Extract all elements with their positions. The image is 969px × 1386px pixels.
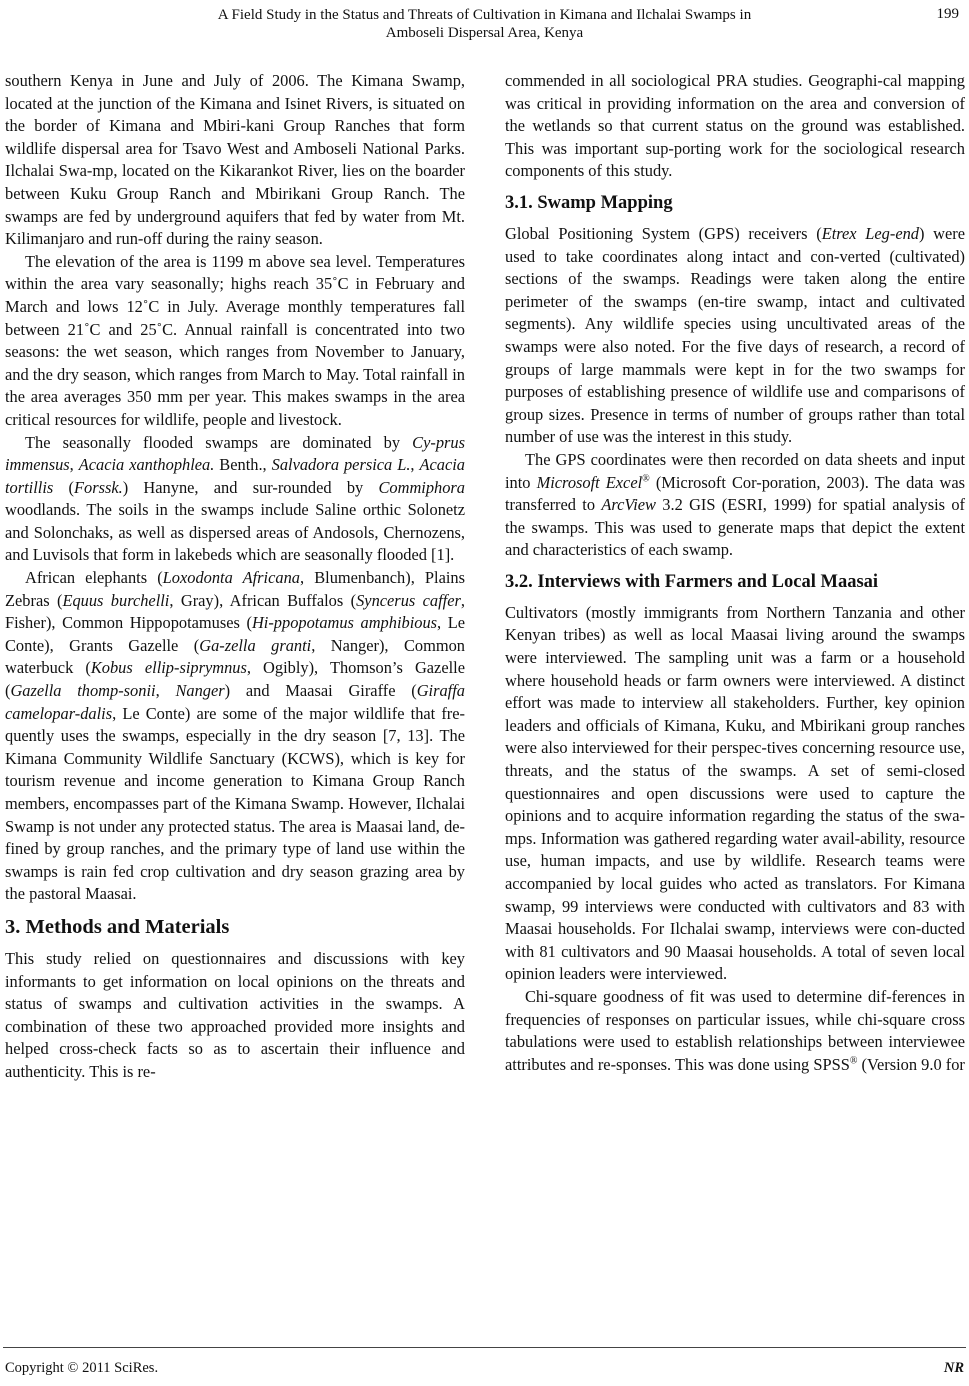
paragraph: The elevation of the area is 1199 m above sea level. Temperatures within the area vary seasonally; highs reach 35˚C in February and March and lows 12˚C in July. Average monthly temperatures fall between 21˚C and 25˚C. Annual rainfall is concentrated into two seasons: the wet season, which ranges from November to January, and the dry season, which ranges from March to May. Total rainfall in the area averages 350 mm per year. This makes swamps in the area critical resources for wildlife, people and livestock. bbox=[5, 251, 465, 429]
page-header bbox=[0, 0, 969, 50]
section-heading-methods: 3. Methods and Materials bbox=[5, 915, 230, 938]
right-column bbox=[505, 70, 965, 1076]
footer-divider bbox=[3, 1347, 966, 1348]
paragraph: commended in all sociological PRA studies. Geographi-cal mapping was critical in providing information on the area and conversion of the wetlands so that current status on the ground was established. This was important sup-porting work for the sociological research components of this study. bbox=[505, 71, 965, 181]
journal-abbreviation: NR bbox=[943, 1360, 964, 1376]
paragraph: Cultivators (mostly immigrants from Northern Tanzania and other Kenyan tribes) as well as local Maasai living around the swamps were interviewed. The sampling unit was a farm or a household where household heads or farm owners were interviewed. A distinct effort was made to interview all stakeholders. Further, key opinion leaders and officials of Kimana, Kuku, and Mbirikani group ranches were also interviewed for their perspec-tives concerning resource use, threats, and the status of the swamps. A set of semi-closed questionnaires and open discussions were used to capture the opinions and to acquire information regarding the status of the swa-mps. Information was gathered regarding water avail-ability, resource use, human impacts, and use by wildlife. Research teams were accompanied by local guides who acted as translators. For Kimana swamp, 99 interviews were conducted with cultivators and 83 with Maasai households. For Ilchalai swamp, interviews were con-ducted with 81 cultivators and 90 Maasai households. A total of seven local opinion leaders were interviewed. bbox=[505, 602, 965, 984]
subsection-heading-interviews: 3.2. Interviews with Farmers and Local Maasai bbox=[505, 571, 879, 592]
running-title-line1: A Field Study in the Status and Threats of Cultivation in Kimana and Ilchalai Swamps in bbox=[217, 7, 752, 23]
paragraph: This study relied on questionnaires and discussions with key informants to get information on local opinions on the threats and status of swamps and cultivation activities in the swamps. A combination of these two approached provided more insights and helped cross-check facts so as to ascertain their influence and authenticity. This is re- bbox=[5, 948, 465, 1081]
running-title bbox=[0, 6, 969, 42]
paragraph: African elephants (Loxodonta Africana, Blumenbanch), Plains Zebras (Equus burchelli, Gray), African Buffalos (Syncerus caffer, Fisher), Common Hippopotamuses (Hi-ppopotamus amphibious, Le Conte), Grants Gazelle (Ga-zella granti, Nanger), Common waterbuck (Kobus ellip-siprymnus, Ogibly), Thomson’s Gazelle (Gazella thomp-sonii, Nanger) and Maasai Giraffe (Giraffa camelopar-dalis, Le Conte) are some of the major wildlife that fre-quently uses the swamps, especially in the dry season [7, 13]. The Kimana Community Wildlife Sanctuary (KCWS), which is key for tourism revenue and income generation to Kimana Group Ranch members, encompasses part of the Kimana Swamp. However, Ilchalai Swamp is not under any protected status. The area is Maasai land, de-fined by group ranches, and the primary type of land use within the swamps is rain fed crop cultivation and dry season grazing area by the pastoral Maasai. bbox=[5, 568, 466, 904]
left-column bbox=[5, 70, 465, 1084]
paragraph: The GPS coordinates were then recorded on data sheets and input into Microsoft Excel® (Microsoft Cor-poration, 2003). The data was transferred to ArcView 3.2 GIS (ESRI, 1999) for spatial analysis of the swamps. This was used to generate maps that depict the extent and characteristics of each swamp. bbox=[505, 449, 965, 560]
running-title-line2: Amboseli Dispersal Area, Kenya bbox=[385, 25, 584, 41]
subsection-heading-swamp-mapping: 3.1. Swamp Mapping bbox=[505, 192, 673, 213]
paragraph: The seasonally flooded swamps are dominated by Cy-prus immensus, Acacia xanthophlea. Benth., Salvadora persica L., Acacia tortillis (Forssk.) Hanyne, and sur-rounded by Commiphora woodlands. The soils in the swamps include Saline orthic Solonetz and Solonchaks, as well as dispersed areas of Andosols, Chernozens, and Luvisols that form in lakebeds which are seasonally flooded [1]. bbox=[5, 432, 466, 565]
paragraph: Chi-square goodness of fit was used to determine dif-ferences in frequencies of responses on particular issues, while chi-square cross tabulations were used to establish relationships between interviewee attributes and re-sponses. This was done using SPSS® (Version 9.0 for bbox=[505, 986, 965, 1074]
page-number: 199 bbox=[936, 6, 959, 22]
copyright-notice: Copyright © 2011 SciRes. bbox=[5, 1360, 159, 1376]
paragraph: southern Kenya in June and July of 2006. The Kimana Swamp, located at the junction of the Kimana and Isinet Rivers, is situated on the border of Kimana and Mbiri-kani Group Ranches that form wildlife dispersal area for Tsavo West and Amboseli National Parks. Ilchalai Swa-mp, located on the Kikarankot River, lies on the boarder between Kuku Group Ranch and Mbirikani Group Ranch. The swamps are fed by underground aquifers that fed by water from Mt. Kilimanjaro and run-off during the rainy season. bbox=[5, 71, 465, 249]
paragraph: Global Positioning System (GPS) receivers (Etrex Leg-end) were used to take coordinates along intact and con-verted (cultivated) sections of the swamps. Readings were taken along the entire perimeter of the swamps (en-tire swamp, intact and cultivated segments). Any wildlife species using uncultivated areas of the swamps were also noted. For the five days of research, a record of groups of large mammals were kept in for the two swamps for purposes of establishing presence of wildlife use and comparisons of group sizes. Presence in terms of number of groups rather than total number of use was the interest in this study. bbox=[505, 223, 966, 447]
